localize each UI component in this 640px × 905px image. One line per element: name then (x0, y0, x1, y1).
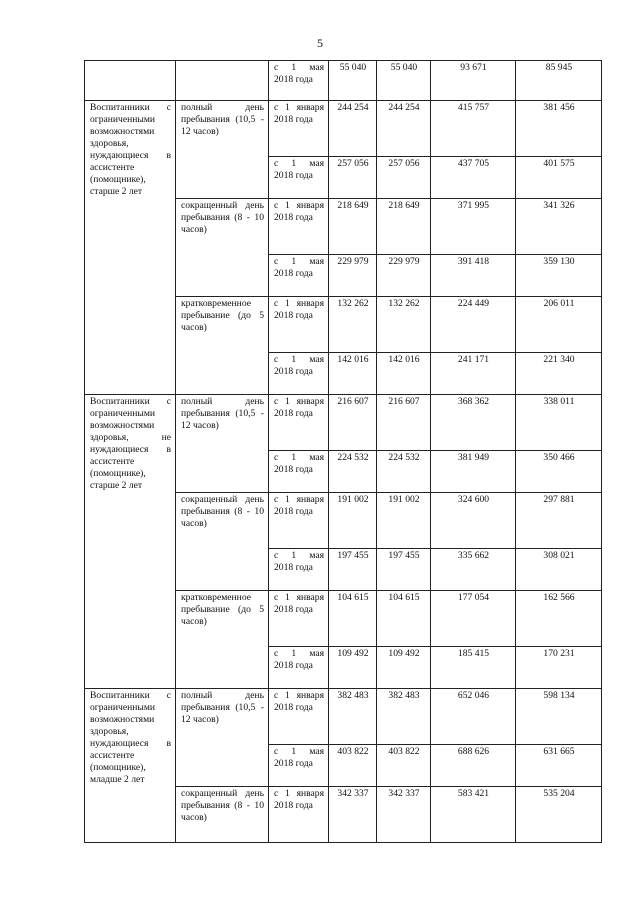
value-cell: 244 254 (377, 101, 431, 157)
mode-cell: кратковременное пребывание (до 5 часов) (176, 591, 269, 689)
value-cell: 104 615 (377, 591, 431, 647)
table-row (85, 689, 602, 745)
value-cell: 335 662 (431, 549, 516, 591)
value-cell: 216 607 (377, 395, 431, 451)
value-cell: 191 002 (329, 493, 377, 549)
date-cell: с 1 января 2018 года (269, 493, 329, 549)
value-cell: 437 705 (431, 157, 516, 199)
value-cell: 415 757 (431, 101, 516, 157)
date-cell: с 1 января 2018 года (269, 297, 329, 353)
value-cell: 132 262 (377, 297, 431, 353)
value-cell: 224 532 (377, 451, 431, 493)
value-cell: 197 455 (329, 549, 377, 591)
value-cell: 185 415 (431, 647, 516, 689)
date-cell: с 1 мая 2018 года (269, 255, 329, 297)
date-cell: с 1 января 2018 года (269, 689, 329, 745)
value-cell: 224 532 (329, 451, 377, 493)
value-cell: 142 016 (329, 353, 377, 395)
value-cell: 338 011 (516, 395, 602, 451)
value-cell: 197 455 (377, 549, 431, 591)
value-cell: 381 949 (431, 451, 516, 493)
value-cell: 104 615 (329, 591, 377, 647)
mode-cell-empty (176, 61, 269, 101)
value-cell: 382 483 (329, 689, 377, 745)
table-row (85, 101, 602, 157)
value-cell: 241 171 (431, 353, 516, 395)
value-cell: 218 649 (329, 199, 377, 255)
value-cell: 132 262 (329, 297, 377, 353)
date-cell: с 1 января 2018 года (269, 101, 329, 157)
value-cell: 191 002 (377, 493, 431, 549)
mode-cell: полный день пребывания (10,5 - 12 часов) (176, 395, 269, 493)
value-cell: 170 231 (516, 647, 602, 689)
value-cell: 401 575 (516, 157, 602, 199)
mode-cell: сокращенный день пребывания (8 - 10 часов) (176, 787, 269, 843)
value-cell: 368 362 (431, 395, 516, 451)
value-cell: 403 822 (329, 745, 377, 787)
value-cell: 257 056 (377, 157, 431, 199)
value-cell: 341 326 (516, 199, 602, 255)
value-cell: 109 492 (329, 647, 377, 689)
value-cell: 382 483 (377, 689, 431, 745)
value-cell: 324 600 (431, 493, 516, 549)
mode-cell: сокращенный день пребывания (8 - 10 часов) (176, 199, 269, 297)
value-cell: 55 040 (377, 61, 431, 101)
mode-cell: кратковременное пребывание (до 5 часов) (176, 297, 269, 395)
date-cell: с 1 мая 2018 года (269, 157, 329, 199)
value-cell: 688 626 (431, 745, 516, 787)
value-cell: 359 130 (516, 255, 602, 297)
value-cell: 308 021 (516, 549, 602, 591)
value-cell: 206 011 (516, 297, 602, 353)
value-cell: 583 421 (431, 787, 516, 843)
value-cell: 218 649 (377, 199, 431, 255)
value-cell: 535 204 (516, 787, 602, 843)
date-cell: с 1 января 2018 года (269, 787, 329, 843)
value-cell: 162 566 (516, 591, 602, 647)
value-cell: 93 671 (431, 61, 516, 101)
date-cell: с 1 мая 2018 года (269, 353, 329, 395)
date-cell: с 1 мая 2018 года (269, 61, 329, 101)
table-row (85, 61, 602, 101)
date-cell: с 1 мая 2018 года (269, 745, 329, 787)
value-cell: 142 016 (377, 353, 431, 395)
value-cell: 342 337 (329, 787, 377, 843)
value-cell: 216 607 (329, 395, 377, 451)
mode-cell: сокращенный день пребывания (8 - 10 часов) (176, 493, 269, 591)
date-cell: с 1 января 2018 года (269, 199, 329, 255)
value-cell: 55 040 (329, 61, 377, 101)
mode-cell: полный день пребывания (10,5 - 12 часов) (176, 689, 269, 787)
category-cell: Воспитанники с ограниченными возможностями здоровья, нуждающиеся в ассистенте (помощнике), старше 2 лет (85, 101, 176, 395)
date-cell: с 1 мая 2018 года (269, 549, 329, 591)
category-cell: Воспитанники с ограниченными возможностями здоровья, не нуждающиеся в ассистенте (помощнике), старше 2 лет (85, 395, 176, 689)
value-cell: 350 466 (516, 451, 602, 493)
value-cell: 297 881 (516, 493, 602, 549)
value-cell: 221 340 (516, 353, 602, 395)
value-cell: 342 337 (377, 787, 431, 843)
page-number: 5 (317, 36, 323, 50)
date-cell: с 1 мая 2018 года (269, 451, 329, 493)
value-cell: 598 134 (516, 689, 602, 745)
value-cell: 224 449 (431, 297, 516, 353)
value-cell: 652 046 (431, 689, 516, 745)
value-cell: 371 995 (431, 199, 516, 255)
value-cell: 244 254 (329, 101, 377, 157)
value-cell: 257 056 (329, 157, 377, 199)
tariff-table (84, 60, 602, 843)
value-cell: 403 822 (377, 745, 431, 787)
table-row (85, 395, 602, 451)
value-cell: 229 979 (329, 255, 377, 297)
date-cell: с 1 января 2018 года (269, 395, 329, 451)
mode-cell: полный день пребывания (10,5 - 12 часов) (176, 101, 269, 199)
value-cell: 381 456 (516, 101, 602, 157)
value-cell: 177 054 (431, 591, 516, 647)
category-cell: Воспитанники с ограниченными возможностями здоровья, нуждающиеся в ассистенте (помощнике), младше 2 лет (85, 689, 176, 843)
value-cell: 631 665 (516, 745, 602, 787)
value-cell: 109 492 (377, 647, 431, 689)
date-cell: с 1 января 2018 года (269, 591, 329, 647)
category-cell-empty (85, 61, 176, 101)
value-cell: 391 418 (431, 255, 516, 297)
date-cell: с 1 мая 2018 года (269, 647, 329, 689)
value-cell: 85 945 (516, 61, 602, 101)
value-cell: 229 979 (377, 255, 431, 297)
